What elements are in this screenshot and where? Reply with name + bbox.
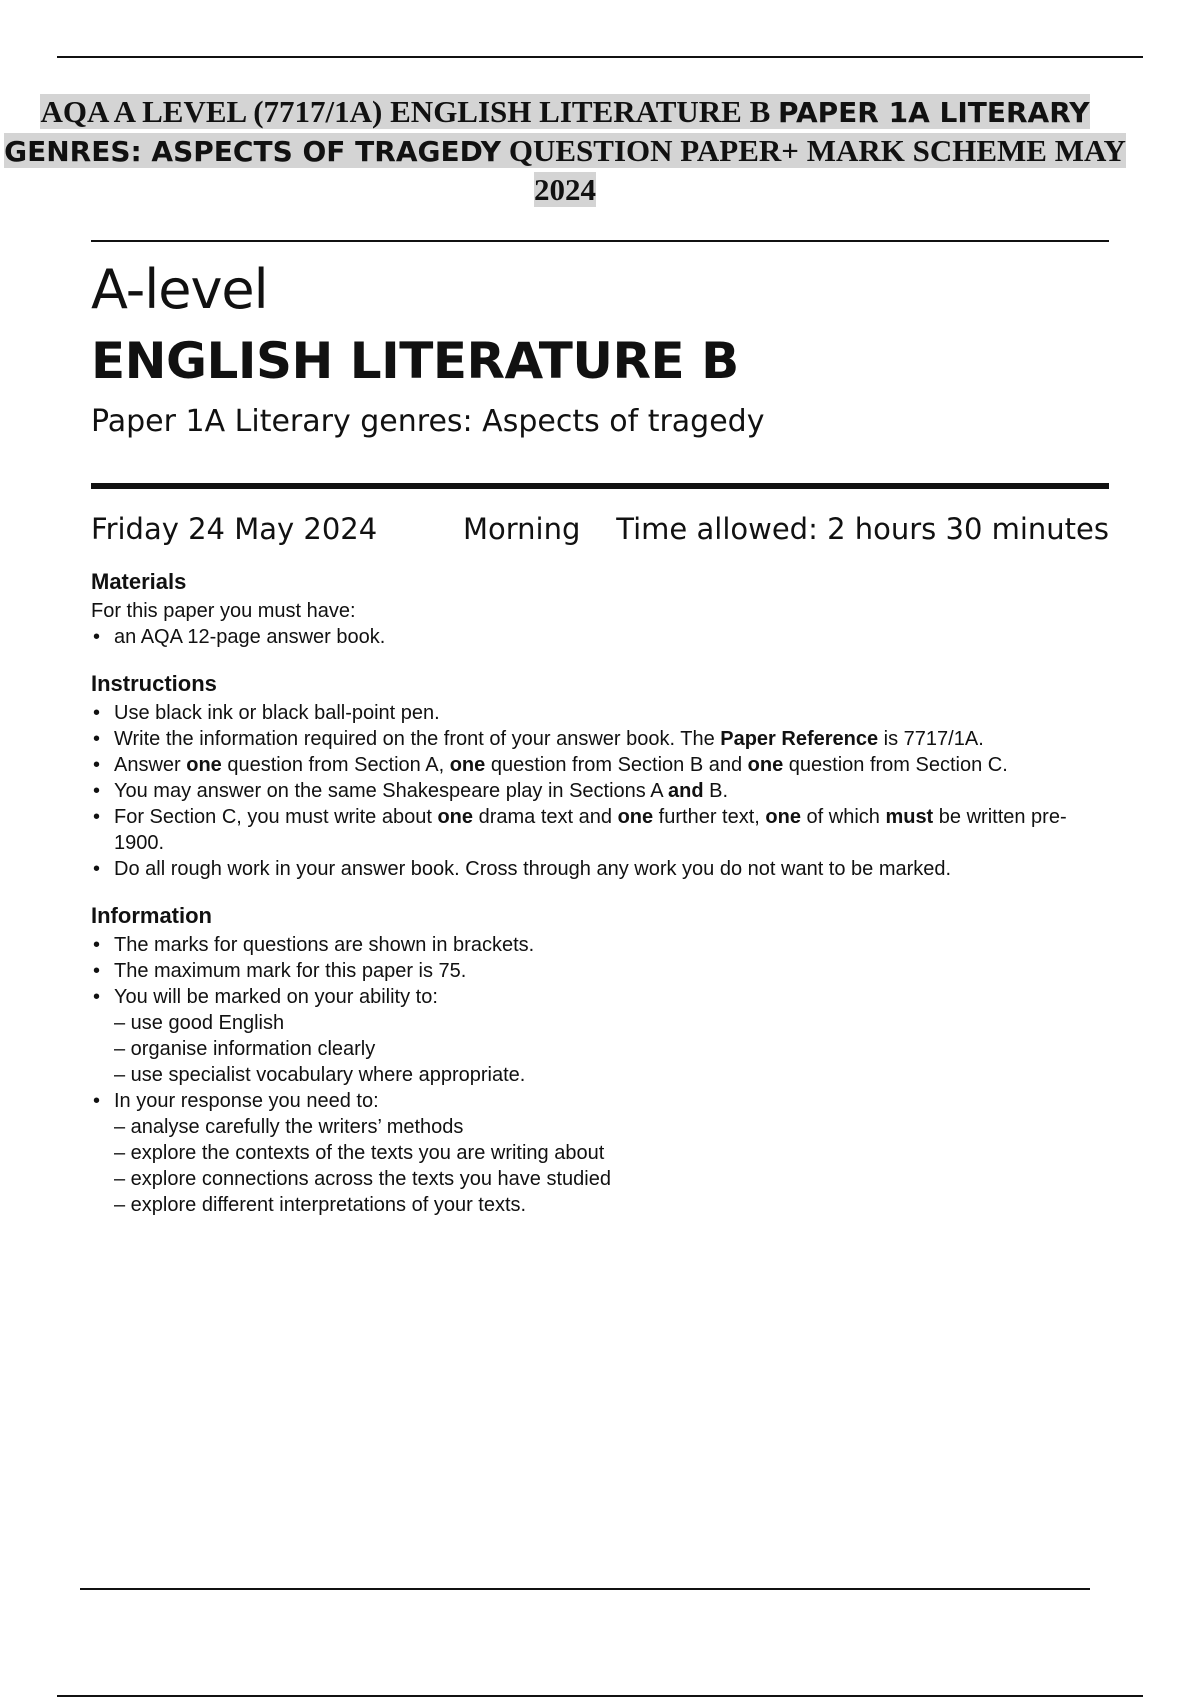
header-divider: [91, 240, 1109, 242]
instruction-item: • Use black ink or black ball-point pen.: [91, 700, 1091, 726]
bottom-divider: [57, 1695, 1143, 1697]
qualification-level: A-level: [91, 258, 268, 321]
exam-details-row: [91, 508, 1109, 550]
information-subitem: – organise information clearly: [114, 1038, 376, 1060]
materials-section: [91, 568, 1091, 650]
instructions-section: [91, 670, 1091, 882]
information-subitem: – explore the contexts of the texts you are writing about: [114, 1142, 605, 1164]
subject-title: ENGLISH LITERATURE B: [91, 332, 739, 390]
banner-title-part-1: AQA A LEVEL (7717/1A) ENGLISH LITERATURE B: [40, 94, 779, 129]
instruction-item: • Answer one question from Section A, one question from Section B and one question from Section C.: [91, 752, 1091, 778]
materials-intro: For this paper you must have:: [91, 600, 356, 622]
thick-divider: [91, 483, 1109, 489]
exam-session: Morning: [463, 512, 581, 546]
instructions-heading: Instructions: [91, 671, 217, 696]
information-subitem: – explore connections across the texts you have studied: [114, 1168, 611, 1190]
information-subitem: – analyse carefully the writers’ methods: [114, 1116, 464, 1138]
information-subitem: – use good English: [114, 1012, 285, 1034]
materials-item: • an AQA 12-page answer book.: [91, 624, 1091, 650]
materials-heading: Materials: [91, 569, 187, 594]
footer-divider: [80, 1588, 1090, 1590]
information-subitem: – use specialist vocabulary where appropriate.: [114, 1064, 526, 1086]
exam-instructions-body: [91, 568, 1091, 1238]
exam-date: Friday 24 May 2024: [91, 512, 378, 546]
instruction-item: • You may answer on the same Shakespeare play in Sections A and B.: [91, 778, 1091, 804]
information-item: • In your response you need to: – analyse carefully the writers’ methods – explore the contexts of the texts you are writing about – explore connections across the texts you have studied – explore different interpretations of your texts.: [91, 1088, 1091, 1218]
information-subitem: – explore different interpretations of your texts.: [114, 1194, 527, 1216]
information-item: • The marks for questions are shown in brackets.: [91, 932, 1091, 958]
instruction-item: • For Section C, you must write about one drama text and one further text, one of which must be written pre-1900.: [91, 804, 1091, 856]
time-allowed: Time allowed: 2 hours 30 minutes: [616, 512, 1109, 546]
instruction-item: • Write the information required on the front of your answer book. The Paper Reference is 7717/1A.: [91, 726, 1091, 752]
top-divider: [57, 56, 1143, 58]
banner-title-part-2: PAPER 1A LITERARY GENRES: ASPECTS OF TRAGEDY: [4, 96, 1090, 168]
information-section: [91, 902, 1091, 1218]
banner-title-part-3: QUESTION PAPER+ MARK SCHEME MAY 2024: [501, 133, 1126, 207]
information-heading: Information: [91, 903, 212, 928]
paper-title: Paper 1A Literary genres: Aspects of tragedy: [91, 404, 765, 439]
document-banner-title: [0, 93, 1130, 209]
information-item: • You will be marked on your ability to: – use good English – organise information clearly – use specialist vocabulary where appropriate.: [91, 984, 1091, 1088]
instruction-item: • Do all rough work in your answer book. Cross through any work you do not want to be marked.: [91, 856, 1091, 882]
information-item: • The maximum mark for this paper is 75.: [91, 958, 1091, 984]
